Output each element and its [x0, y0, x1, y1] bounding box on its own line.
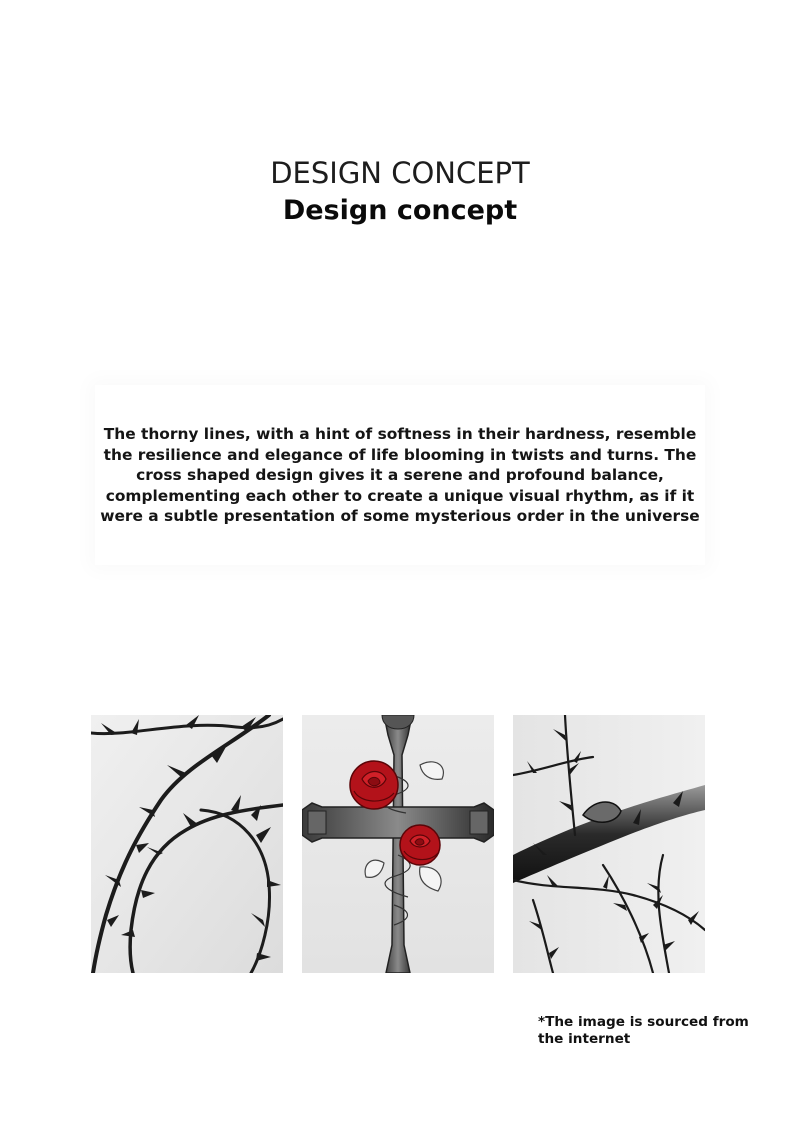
image-source-note: *The image is sourced from the internet: [538, 1014, 749, 1047]
barbed-wire-illustration-icon: [513, 715, 705, 973]
description-text: The thorny lines, with a hint of softness in their hardness, resemble the resilience and elegance of life blooming in twists and turns. The cross shaped design gives it a serene and profound balance, complementing each other to create a unique visual rhythm, as if it were a subtle presentation of some mysterious order in the universe: [100, 425, 700, 525]
page-subtitle: Design concept: [282, 195, 518, 226]
thorn-vines-illustration-icon: [91, 715, 283, 973]
thorn-vines-image: [91, 715, 283, 973]
cross-roses-image: [302, 715, 494, 973]
barbed-wire-image: [513, 715, 705, 973]
page-title: DESIGN CONCEPT: [270, 156, 530, 190]
cross-with-roses-illustration-icon: [302, 715, 494, 973]
